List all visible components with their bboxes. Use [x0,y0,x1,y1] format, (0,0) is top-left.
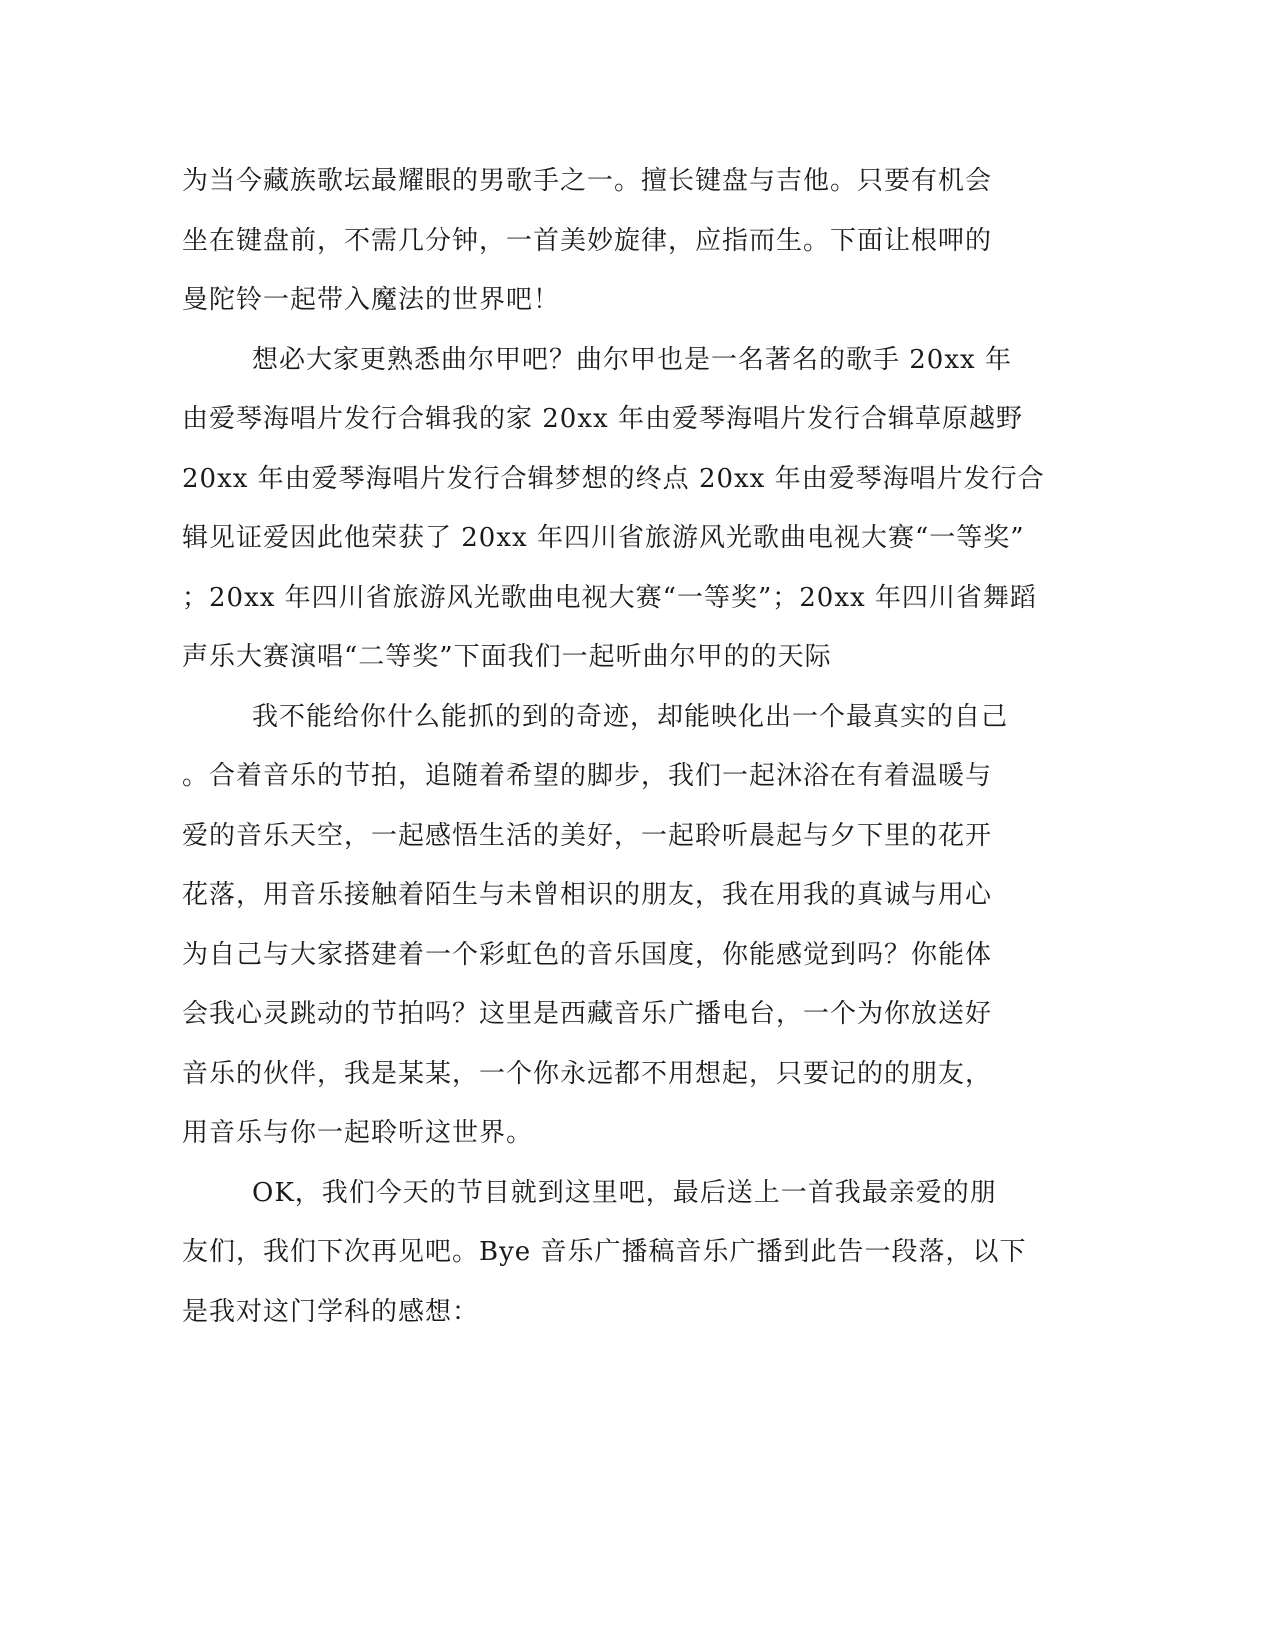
text-line: 音乐的伙伴，我是某某，一个你永远都不用想起，只要记的的朋友， [182,1058,993,1089]
document-body [182,152,1045,1342]
text-line: 曼陀铃一起带入魔法的世界吧！ [182,285,561,315]
text-line: 辑见证爱因此他荣获了 20xx 年四川省旅游风光歌曲电视大赛“一等奖” [182,523,1025,553]
paragraph-closing [182,1164,1042,1343]
text-line: 会我心灵跳动的节拍吗？这里是西藏音乐广播电台，一个为你放送好 [182,999,993,1029]
text-line: 友们，我们下次再见吧。Bye 音乐广播稿音乐广播到此告一段落，以下 [182,1237,1027,1267]
text-line: 20xx 年由爱琴海唱片发行合辑梦想的终点 20xx 年由爱琴海唱片发行合 [182,463,1045,494]
text-line: 花落，用音乐接触着陌生与未曾相识的朋友，我在用我的真诚与用心 [182,880,993,910]
text-line: 爱的音乐天空，一起感悟生活的美好，一起聆听晨起与夕下里的花开 [182,820,993,851]
text-line: OK，我们今天的节目就到这里吧，最后送上一首我最亲爱的朋 [252,1177,997,1208]
text-line: 为自己与大家搭建着一个彩虹色的音乐国度，你能感觉到吗？你能体 [182,939,993,970]
text-line: 用音乐与你一起聆听这世界。 [182,1118,534,1148]
text-line: 想必大家更熟悉曲尔甲吧？曲尔甲也是一名著名的歌手 20xx 年 [252,344,1012,375]
text-line: 为当今藏族歌坛最耀眼的男歌手之一。擅长键盘与吉他。只要有机会 [182,166,993,196]
text-line: 坐在键盘前，不需几分钟，一首美妙旋律，应指而生。下面让根呷的 [182,225,993,256]
text-line: 。合着音乐的节拍，追随着希望的脚步，我们一起沐浴在有着温暖与 [182,761,993,791]
text-line: 我不能给你什么能抓的到的奇迹，却能映化出一个最真实的自己 [252,701,1009,732]
paragraph-quergjia [182,331,1045,688]
text-line: ；20xx 年四川省旅游风光歌曲电视大赛“一等奖”；20xx 年四川省舞蹈 [182,582,1037,613]
text-line: 声乐大赛演唱“二等奖”下面我们一起听曲尔甲的的天际 [182,642,832,672]
text-line: 由爱琴海唱片发行合辑我的家 20xx 年由爱琴海唱片发行合辑草原越野 [182,404,1023,434]
paragraph-host-message [182,688,1042,1164]
paragraph-singer-intro [182,152,1042,331]
text-line: 是我对这门学科的感想： [182,1296,480,1327]
